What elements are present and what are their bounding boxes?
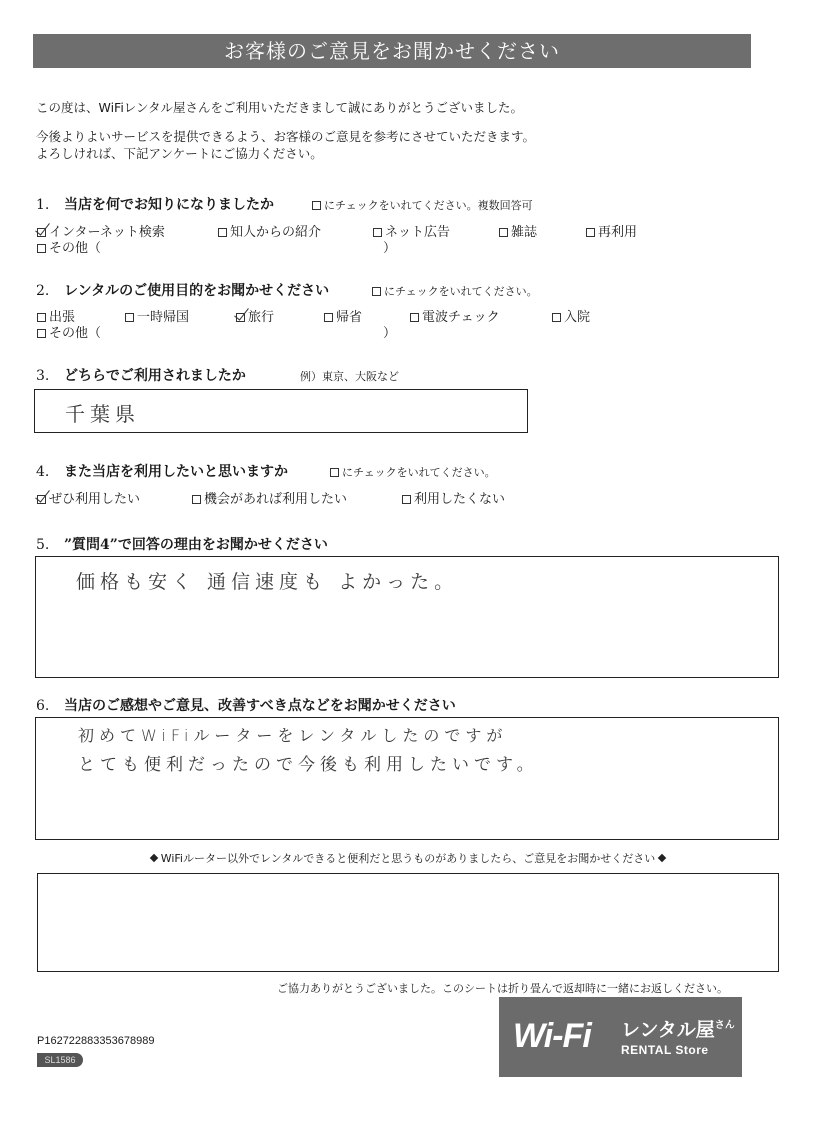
page-title: お客様のご意見をお聞かせください bbox=[33, 34, 751, 68]
q6-number: 6. bbox=[36, 698, 50, 714]
checkbox-icon[interactable] bbox=[552, 313, 561, 322]
q1-heading bbox=[36, 194, 274, 214]
checkbox-icon[interactable] bbox=[125, 313, 134, 322]
checkbox-checked-icon[interactable] bbox=[37, 228, 46, 237]
q2-option-2[interactable] bbox=[236, 306, 274, 325]
q4-heading bbox=[36, 461, 288, 481]
q3-label: どちらでご利用されましたか bbox=[64, 368, 246, 384]
checkbox-icon[interactable] bbox=[402, 495, 411, 504]
stamp-label: SL1586 bbox=[37, 1053, 83, 1067]
q1-label: 当店を何でお知りになりましたか bbox=[64, 197, 274, 213]
q3-number: 3. bbox=[36, 368, 50, 384]
checkbox-icon[interactable] bbox=[192, 495, 201, 504]
brand-logo bbox=[499, 997, 742, 1077]
checkbox-icon[interactable] bbox=[410, 313, 419, 322]
q2-number: 2. bbox=[36, 283, 50, 299]
q2-option-label: 出張 bbox=[49, 310, 76, 325]
q1-option-other[interactable] bbox=[37, 237, 101, 256]
q2-option-other[interactable] bbox=[37, 322, 101, 341]
q3-answer: 千葉県 bbox=[65, 402, 140, 426]
q1-option-label: 雑誌 bbox=[511, 225, 538, 240]
checkbox-icon[interactable] bbox=[37, 313, 46, 322]
q4-note bbox=[330, 464, 496, 480]
intro-line-1: この度は、WiFiレンタル屋さんをご利用いただきまして誠にありがとうございました。 bbox=[36, 100, 524, 115]
checkbox-icon bbox=[330, 468, 339, 477]
q6-answer-line-1: 初めてWiFiルーターをレンタルしたのですが bbox=[78, 726, 508, 745]
checkbox-icon[interactable] bbox=[499, 228, 508, 237]
q1-number: 1. bbox=[36, 197, 50, 213]
q6-label: 当店のご感想やご意見、改善すべき点などをお聞かせください bbox=[64, 698, 456, 714]
checkbox-icon bbox=[372, 287, 381, 296]
q2-option-label: 電波チェック bbox=[422, 310, 500, 325]
q1-option-4[interactable] bbox=[586, 221, 637, 240]
q5-label: ”質問4”で回答の理由をお聞かせください bbox=[64, 537, 328, 553]
q2-heading bbox=[36, 280, 329, 300]
q2-note bbox=[372, 283, 538, 299]
checkbox-checked-icon[interactable] bbox=[236, 313, 245, 322]
q4-option-label: ぜひ利用したい bbox=[49, 492, 141, 507]
q1-note bbox=[312, 197, 533, 213]
logo-san: さん bbox=[714, 1020, 735, 1031]
q4-option-2[interactable] bbox=[402, 488, 505, 507]
diamond-icon bbox=[149, 854, 157, 862]
q3-answer-box[interactable] bbox=[34, 389, 528, 433]
q1-option-3[interactable] bbox=[499, 221, 537, 240]
checkbox-icon[interactable] bbox=[218, 228, 227, 237]
q5-answer-box[interactable] bbox=[35, 556, 779, 678]
checkbox-icon bbox=[312, 201, 321, 210]
q2-option-label: 一時帰国 bbox=[137, 310, 190, 325]
logo-jp-text bbox=[621, 1015, 735, 1042]
logo-jp-main: レンタル屋 bbox=[621, 1019, 715, 1041]
q4-option-1[interactable] bbox=[192, 488, 347, 507]
checkbox-icon[interactable] bbox=[373, 228, 382, 237]
q3-note: 例）東京、大阪など bbox=[300, 370, 399, 383]
checkbox-icon[interactable] bbox=[37, 329, 46, 338]
checkbox-icon[interactable] bbox=[37, 244, 46, 253]
footer-thanks: ご協力ありがとうございました。このシートは折り畳んで返却時に一緒にお返しください。 bbox=[277, 982, 728, 995]
q4-option-label: 機会があれば利用したい bbox=[204, 492, 348, 507]
q1-option-label: ネット広告 bbox=[385, 225, 451, 240]
q6-answer-box[interactable] bbox=[35, 717, 779, 840]
q1-option-label: インターネット検索 bbox=[49, 225, 165, 240]
q2-option-3[interactable] bbox=[324, 306, 362, 325]
q2-option-5[interactable] bbox=[552, 306, 590, 325]
q2-label: レンタルのご使用目的をお聞かせください bbox=[64, 283, 330, 299]
q5-heading bbox=[36, 534, 328, 554]
q1-note-text: にチェックをいれてください。複数回答可 bbox=[324, 199, 533, 212]
serial-number: P162722883353678989 bbox=[37, 1035, 155, 1047]
q2-option-4[interactable] bbox=[410, 306, 500, 325]
checkbox-checked-icon[interactable] bbox=[37, 495, 46, 504]
q1-other-label: その他（ bbox=[49, 241, 102, 256]
logo-en-text: RENTAL Store bbox=[621, 1043, 709, 1057]
q4-note-text: にチェックをいれてください。 bbox=[342, 466, 496, 479]
q4-label: また当店を利用したいと思いますか bbox=[64, 464, 288, 480]
q5-answer: 価格も安く 通信速度も よかった。 bbox=[76, 571, 459, 593]
checkbox-icon[interactable] bbox=[324, 313, 333, 322]
q7-answer-box[interactable] bbox=[37, 873, 779, 972]
q2-option-label: 帰省 bbox=[336, 310, 363, 325]
q4-option-0[interactable] bbox=[37, 488, 140, 507]
q6-heading bbox=[36, 695, 456, 715]
intro-line-2: 今後よりよいサービスを提供できるよう、お客様のご意見を参考にさせていただきます。 bbox=[36, 129, 536, 144]
q7-heading bbox=[0, 850, 816, 866]
checkbox-icon[interactable] bbox=[586, 228, 595, 237]
q2-note-text: にチェックをいれてください。 bbox=[384, 285, 538, 298]
q4-number: 4. bbox=[36, 464, 50, 480]
wifi-logo-mark: Wi-Fi bbox=[513, 1017, 591, 1055]
q1-option-label: 再利用 bbox=[598, 225, 638, 240]
q2-other-close: ） bbox=[383, 326, 397, 341]
intro-line-3: よろしければ、下記アンケートにご協力ください。 bbox=[36, 146, 323, 161]
diamond-icon bbox=[658, 854, 666, 862]
q2-option-label: 旅行 bbox=[248, 310, 275, 325]
q6-answer-line-2: とても便利だったので今後も利用したいです。 bbox=[78, 755, 539, 775]
q3-heading bbox=[36, 365, 246, 385]
q1-option-label: 知人からの紹介 bbox=[230, 225, 322, 240]
q4-option-label: 利用したくない bbox=[414, 492, 506, 507]
q2-option-label: 入院 bbox=[564, 310, 591, 325]
q2-option-1[interactable] bbox=[125, 306, 189, 325]
q1-option-1[interactable] bbox=[218, 221, 321, 240]
q7-label: WiFiルーター以外でレンタルできると便利だと思うものがありましたら、ご意見をお聞かせください bbox=[160, 852, 656, 865]
q5-number: 5. bbox=[36, 537, 50, 553]
q2-other-label: その他（ bbox=[49, 326, 102, 341]
q1-other-close: ） bbox=[383, 241, 397, 256]
